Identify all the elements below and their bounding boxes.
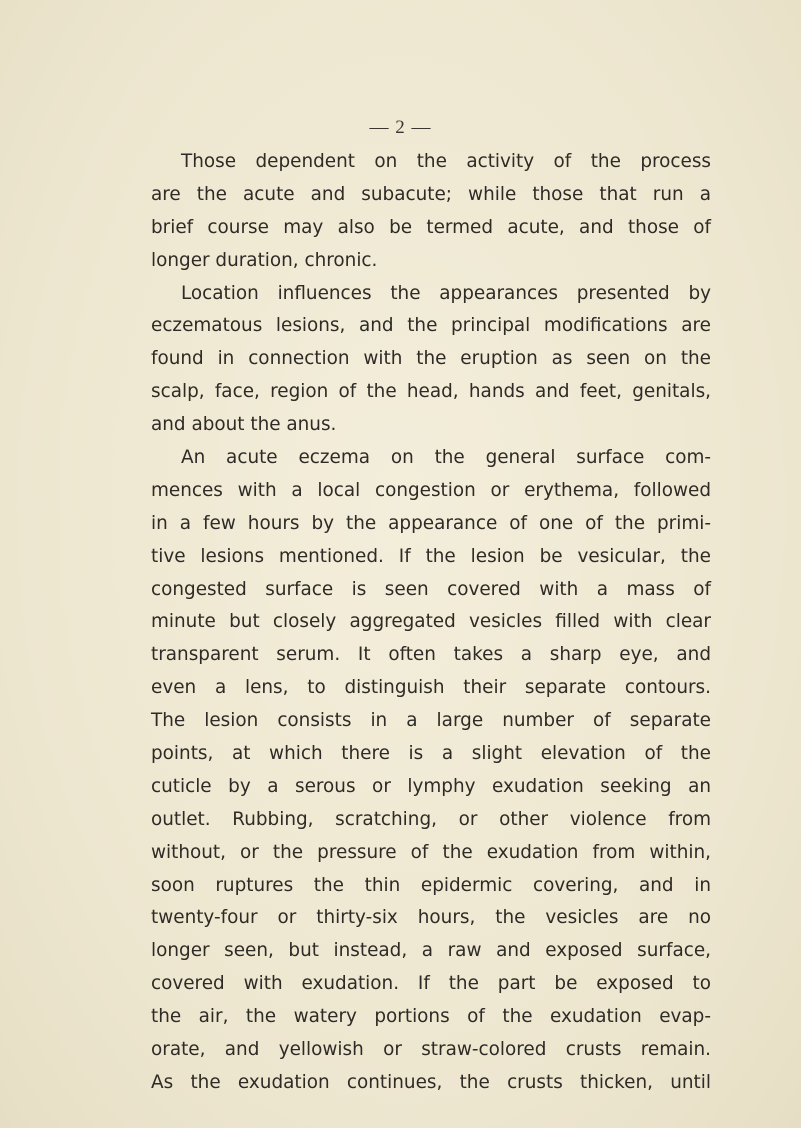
- text-line: without, or the pressure of the exudation from within,: [151, 841, 711, 863]
- text-line: twenty-four or thirty-six hours, the vesicles are no: [151, 907, 711, 929]
- text-line: in a few hours by the appearance of one of the primi-: [151, 512, 711, 534]
- text-line: mences with a local congestion or erythema, followed: [151, 479, 711, 501]
- text-line: cuticle by a serous or lymphy exudation seeking an: [151, 775, 711, 797]
- text-line: brief course may also be termed acute, and those of: [151, 216, 711, 238]
- text-line: An acute eczema on the general surface com-: [181, 447, 711, 469]
- text-line: orate, and yellowish or straw-colored crusts remain.: [151, 1039, 711, 1061]
- text-line: the air, the watery portions of the exudation evap-: [151, 1006, 711, 1028]
- text-line: Location influences the appearances presented by: [181, 282, 711, 304]
- text-line: and about the anus.: [151, 414, 337, 436]
- text-line: found in connection with the eruption as seen on the: [151, 348, 711, 370]
- text-line: longer seen, but instead, a raw and exposed surface,: [151, 940, 711, 962]
- text-line: soon ruptures the thin epidermic covering, and in: [151, 874, 711, 896]
- text-line: outlet. Rubbing, scratching, or other violence from: [151, 808, 711, 830]
- text-line: eczematous lesions, and the principal modifications are: [151, 315, 711, 337]
- text-line: covered with exudation. If the part be exposed to: [151, 973, 711, 995]
- text-line: transparent serum. It often takes a sharp eye, and: [151, 644, 711, 666]
- text-line: are the acute and subacute; while those that run a: [151, 183, 711, 205]
- text-line: minute but closely aggregated vesicles filled with clear: [151, 611, 711, 633]
- page-number: — 2 —: [369, 117, 432, 138]
- text-line: Those dependent on the activity of the process: [181, 151, 711, 172]
- text-line: longer duration, chronic.: [151, 249, 378, 271]
- text-line: The lesion consists in a large number of separate: [151, 710, 711, 732]
- text-line: points, at which there is a slight elevation of the: [151, 743, 711, 765]
- body-text: [151, 146, 711, 1100]
- text-line: congested surface is seen covered with a mass of: [151, 578, 711, 600]
- text-line: tive lesions mentioned. If the lesion be vesicular, the: [151, 545, 711, 567]
- text-line: As the exudation continues, the crusts thicken, until: [151, 1071, 711, 1093]
- text-line: scalp, face, region of the head, hands and feet, genitals,: [151, 381, 711, 403]
- text-line: even a lens, to distinguish their separate contours.: [151, 677, 711, 699]
